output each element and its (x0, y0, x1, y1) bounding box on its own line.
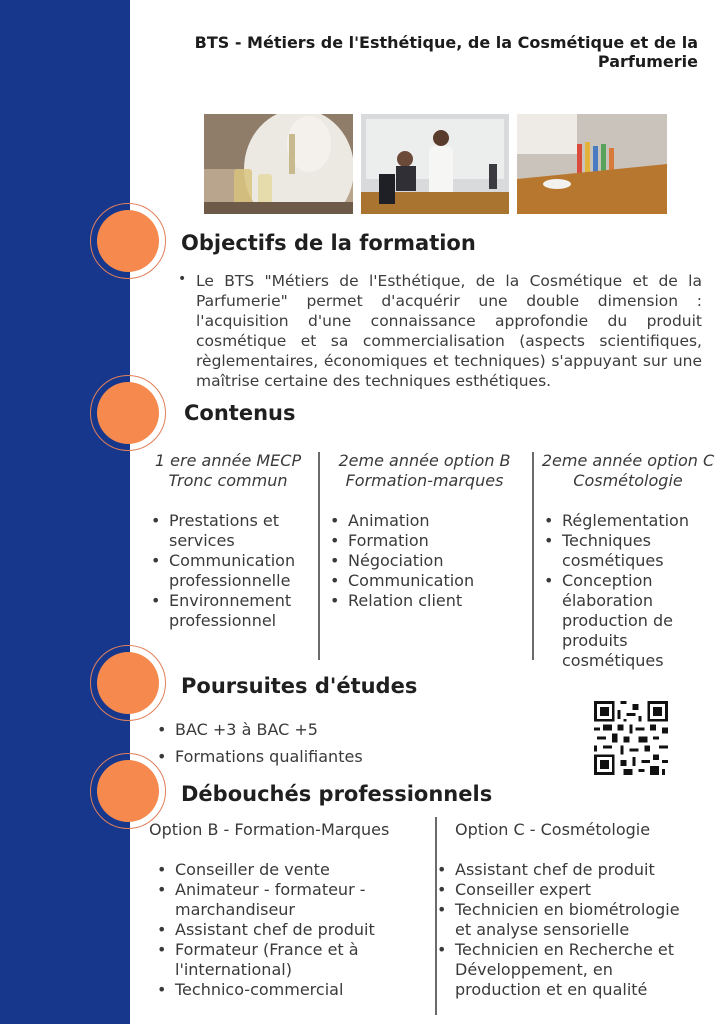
column-3-year: 2eme année option C (541, 451, 715, 470)
list-item: • Prestations et services (143, 511, 313, 551)
list-item: • Formateur (France et à l'international) (149, 940, 394, 980)
classroom-demo-photo (361, 114, 509, 214)
contenus-column-1 (143, 451, 313, 631)
list-item: • BAC +3 à BAC +5 (149, 716, 363, 743)
column-1-year: 1 ere année MECP (154, 451, 302, 470)
perfumer-lab-photo (204, 114, 353, 214)
list-item: • Technicien en Recherche et Développement, en production et en qualité (429, 940, 691, 1000)
column-divider (532, 452, 534, 660)
list-item: • Assistant chef de produit (429, 860, 691, 880)
list-item: • Animation (322, 511, 527, 531)
poursuites-circle-icon (90, 645, 172, 727)
contenus-heading: Contenus (184, 401, 296, 425)
poursuites-heading: Poursuites d'études (181, 674, 418, 698)
contenus-column-2 (322, 451, 527, 611)
list-item: • Formations qualifiantes (149, 743, 363, 770)
column-1-track: Tronc commun (168, 471, 288, 490)
list-item: • Conseiller de vente (149, 860, 394, 880)
list-item: • Techniques cosmétiques (536, 531, 696, 571)
list-item: • Conseiller expert (429, 880, 691, 900)
objectifs-text: Le BTS "Métiers de l'Esthétique, de la Cosmétique et de la Parfumerie" permet d'acquérir une double dimension : l'acquisition d'une connaissance approfondie du produit cosmétique et sa commercialisation (aspects scientifiques, règlementaires, économiques et techniques) s'appuyant sur une maîtrise certaine des techniques esthétiques. (196, 272, 702, 390)
list-item: • Réglementation (536, 511, 696, 531)
list-item: • Technico-commercial (149, 980, 394, 1000)
contenus-circle-icon (90, 375, 172, 457)
sidebar-band (0, 0, 130, 1024)
list-item: • Environnement professionnel (143, 591, 313, 631)
debouches-column-c (455, 820, 717, 1000)
contenus-column-3 (536, 451, 720, 671)
option-c-heading: Option C - Cosmétologie (455, 820, 651, 839)
list-item: • Communication professionnelle (143, 551, 313, 591)
debouches-column-b (149, 820, 429, 1000)
objectifs-circle-icon (90, 203, 172, 285)
list-item: • Assistant chef de produit (149, 920, 394, 940)
column-divider (318, 452, 320, 660)
list-item: • Négociation (322, 551, 527, 571)
poursuites-list (149, 716, 363, 770)
debouches-heading: Débouchés professionnels (181, 782, 493, 806)
option-b-heading: Option B - Formation-Marques (149, 820, 390, 839)
list-item: • Animateur - formateur - marchandiseur (149, 880, 394, 920)
column-3-track: Cosmétologie (573, 471, 683, 490)
list-item: • Relation client (322, 591, 527, 611)
list-item: • Communication (322, 571, 527, 591)
column-2-year: 2eme année option B (338, 451, 511, 470)
column-2-track: Formation-marques (345, 471, 504, 490)
qr-code[interactable] (594, 701, 668, 775)
list-item: • Formation (322, 531, 527, 551)
lab-bench-photo (517, 114, 667, 214)
objectifs-bullet: • Le BTS "Métiers de l'Esthétique, de la Cosmétique et de la Parfumerie" permet d'acquérir une double dimension : l'acquisition d'une connaissance approfondie du produit cosmétique et sa commercialisation (aspects scientifiques, règlementaires, économiques et techniques) s'appuyant sur une maîtrise certaine des techniques esthétiques. (178, 271, 702, 390)
list-item: • Conception élaboration production de produits cosmétiques (536, 571, 696, 671)
objectifs-heading: Objectifs de la formation (181, 231, 476, 255)
page-title: BTS - Métiers de l'Esthétique, de la Cosmétique et de la Parfumerie (194, 33, 698, 71)
list-item: • Technicien en biométrologie et analyse sensorielle (429, 900, 691, 940)
